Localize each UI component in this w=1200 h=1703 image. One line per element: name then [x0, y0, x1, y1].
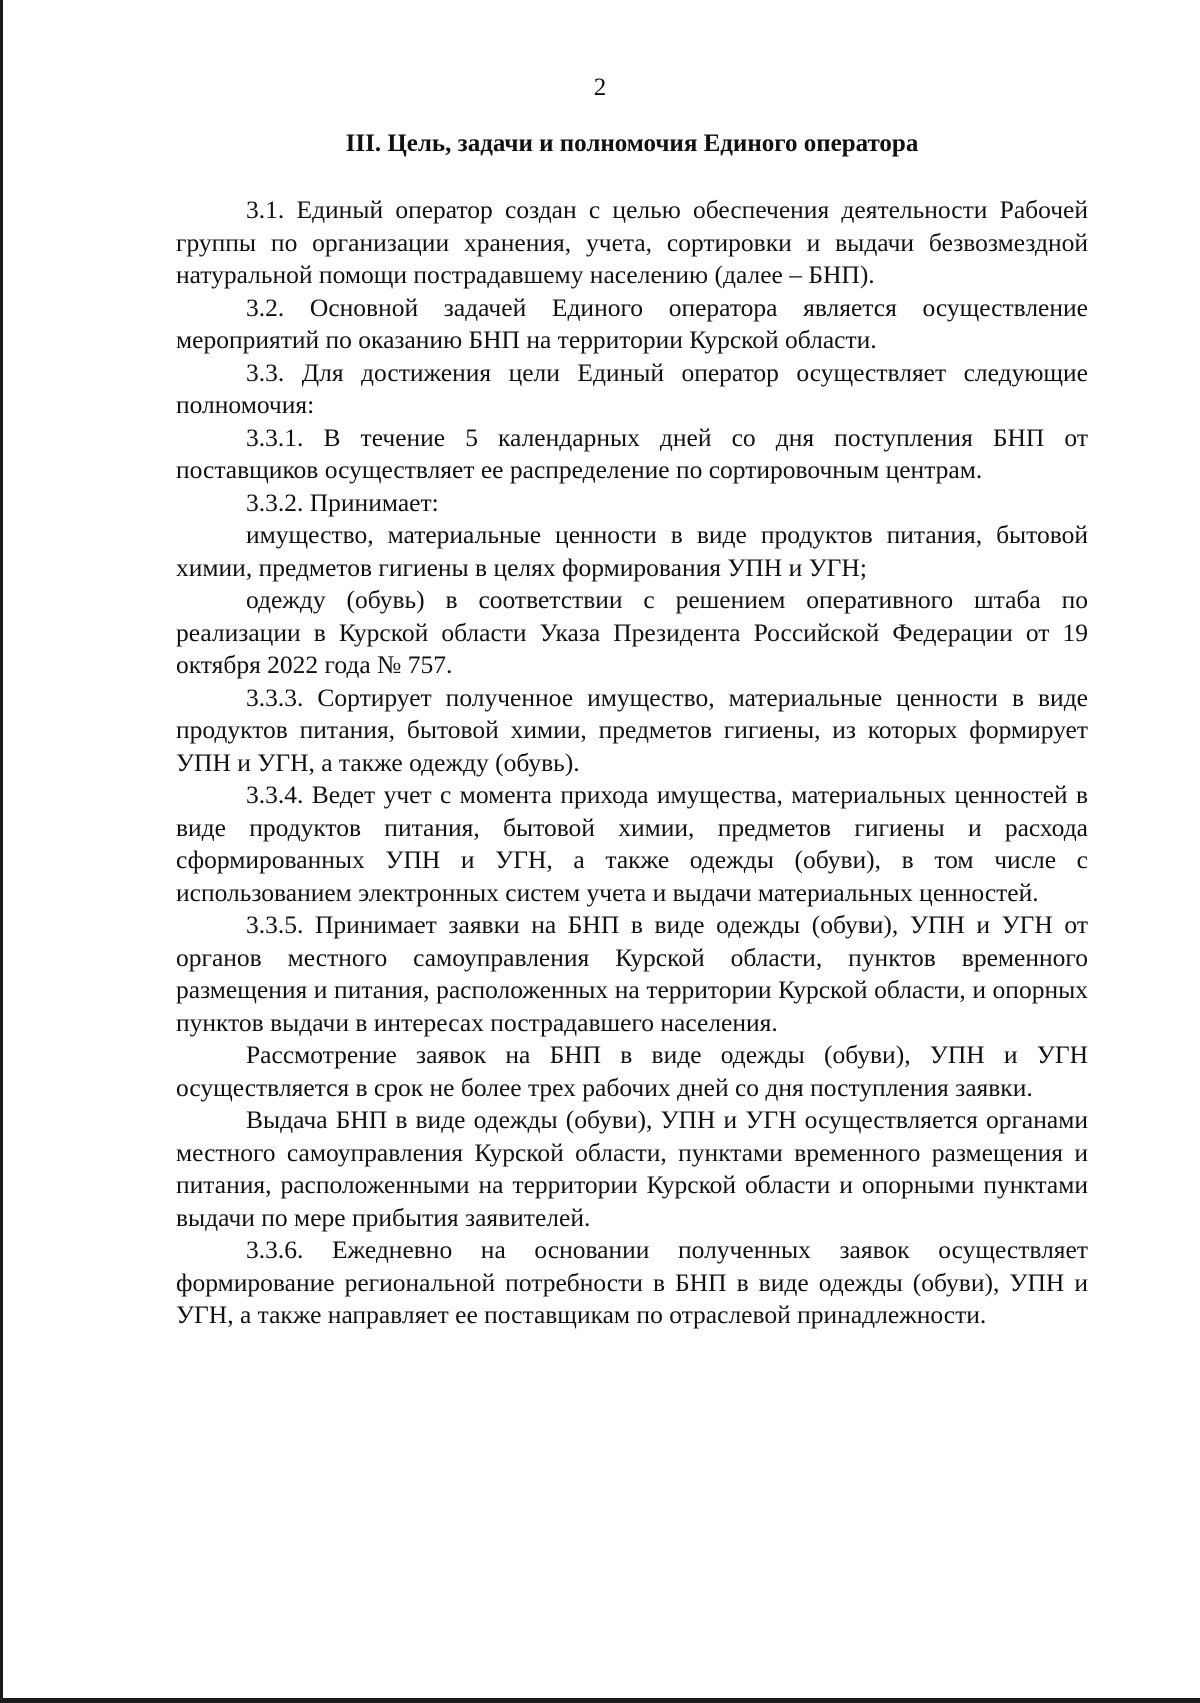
paragraph-3-3-3: 3.3.3. Сортирует полученное имущество, материальные ценности в виде продуктов питания, бытовой химии, предметов гигиены, из которых формирует УПН и УГН, а также одежду (обувь). — [176, 682, 1088, 777]
paragraph-3-3-2-clothing: одежду (обувь) в соответствии с решением оперативного штаба по реализации в Курской области Указа Президента Российской Федерации от 19 октября 2022 года № 757. — [176, 585, 1088, 679]
paragraph-3-3: 3.3. Для достижения цели Единый оператор осуществляет следующие полномочия: — [176, 357, 1088, 419]
page-number: 2 — [593, 74, 607, 101]
paragraph-3-3-5-issuance: Выдача БНП в виде одежды (обуви), УПН и УГН осуществляется органами местного самоуправления Курской области, пунктами временного размещения и питания, расположенными на территории Курской области и опорными пунктами выдачи по мере прибытия заявителей. — [176, 1105, 1088, 1232]
paragraph-3-1: 3.1. Единый оператор создан с целью обеспечения деятельности Рабочей группы по организации хранения, учета, сортировки и выдачи безвозмездной натуральной помощи пострадавшему населению (далее – БНП). — [176, 195, 1088, 289]
paragraph-3-3-5: 3.3.5. Принимает заявки на БНП в виде одежды (обуви), УПН и УГН от органов местного самоуправления Курской области, пунктов временного размещения и питания, расположенных на территории Курской области, и опорных пунктов выдачи в интересах пострадавшего населения. — [176, 910, 1088, 1037]
scan-left-border — [0, 0, 3, 1703]
paragraph-3-3-2: 3.3.2. Принимает: — [246, 487, 439, 517]
paragraph-3-3-4: 3.3.4. Ведет учет с момента прихода имущества, материальных ценностей в виде продуктов питания, бытовой химии, предметов гигиены и расхода сформированных УПН и УГН, а также одежды (обуви), в том числе с использованием электронных систем учета и выдачи материальных ценностей. — [176, 780, 1088, 907]
document-body — [176, 194, 1088, 1332]
scan-bottom-border — [0, 1698, 1200, 1703]
paragraph-3-3-5-review: Рассмотрение заявок на БНП в виде одежды (обуви), УПН и УГН осуществляется в срок не более трех рабочих дней со дня поступления заявки. — [176, 1040, 1088, 1102]
paragraph-3-3-1: 3.3.1. В течение 5 календарных дней со дня поступления БНП от поставщиков осуществляет ее распределение по сортировочным центрам. — [176, 422, 1088, 484]
paragraph-3-3-2-property: имущество, материальные ценности в виде продуктов питания, бытовой химии, предметов гигиены в целях формирования УПН и УГН; — [176, 520, 1088, 582]
paragraph-3-2: 3.2. Основной задачей Единого оператора является осуществление мероприятий по оказанию БНП на территории Курской области. — [176, 292, 1088, 354]
section-title: III. Цель, задачи и полномочия Единого оператора — [345, 130, 919, 157]
paragraph-3-3-6: 3.3.6. Ежедневно на основании полученных заявок осуществляет формирование региональной потребности в БНП в виде одежды (обуви), УПН и УГН, а также направляет ее поставщикам по отраслевой принадлежности. — [176, 1235, 1088, 1329]
